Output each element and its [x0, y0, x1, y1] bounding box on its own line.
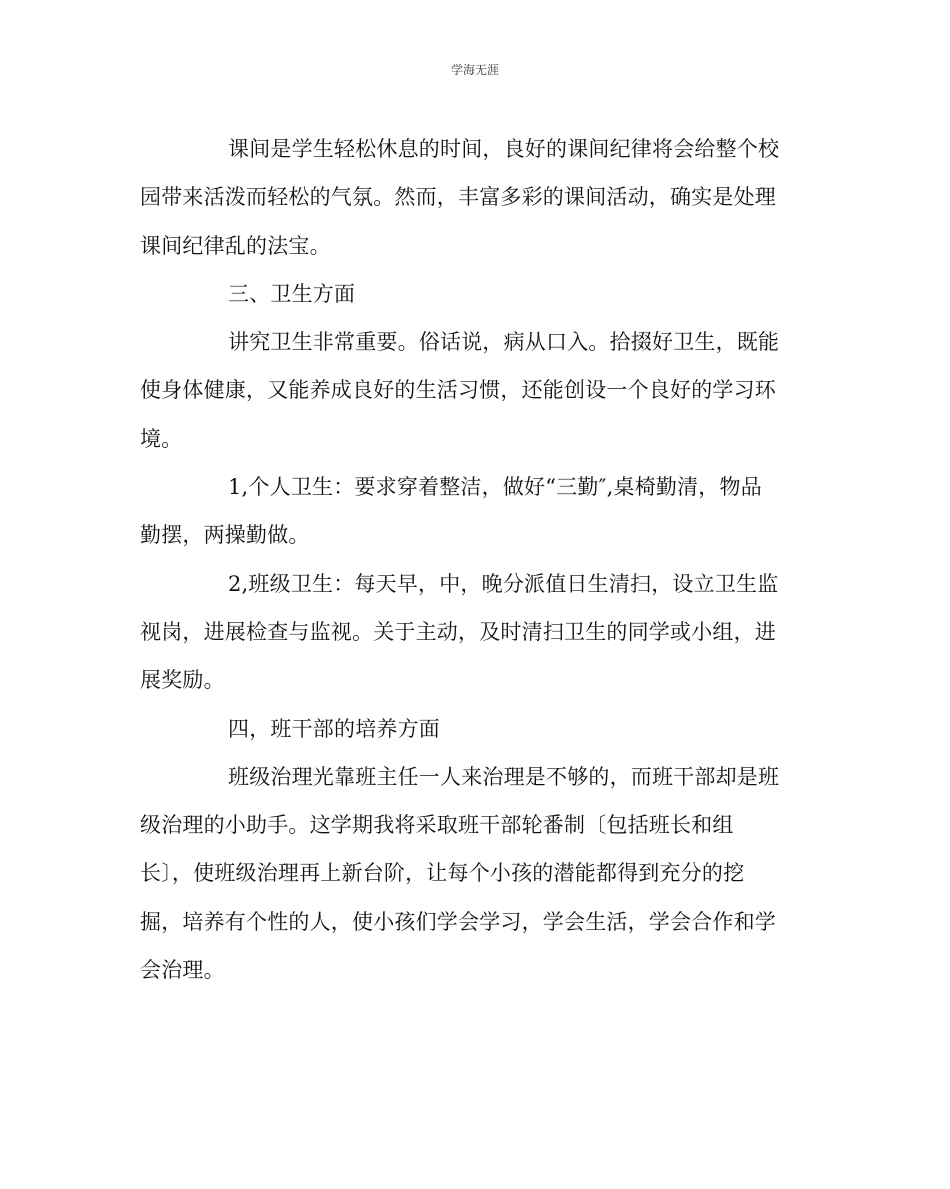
text-line: 班级治理光靠班主任一人来治理是不够的，而班干部却是班	[228, 764, 780, 789]
text-line: 勤摆，两操勤做。	[140, 523, 310, 548]
text-line: 课间是学生轻松休息的时间，良好的课间纪律将会给整个校	[228, 137, 780, 161]
text-line: 1,个人卫生：要求穿着整洁，做好“三勤″,桌椅勤清，物品	[228, 475, 762, 500]
text-line: 课间纪律乱的法宝。	[140, 233, 331, 258]
text-line: 会治理。	[140, 958, 225, 983]
document-body	[140, 125, 800, 994]
section-heading: 三、卫生方面	[228, 281, 356, 306]
text-line: 使身体健康，又能养成良好的生活习惯，还能创设一个良好的学习环	[140, 378, 776, 403]
text-line: 掘，培养有个性的人，使小孩们学会学习，学会生活，学会合作和学	[140, 909, 776, 934]
section-heading: 四，班干部的培养方面	[228, 716, 440, 741]
text-line: 展奖励。	[140, 668, 225, 693]
text-line: 级治理的小助手。这学期我将采取班干部轮番制〔包括班长和组	[140, 813, 734, 838]
text-line: 长〕，使班级治理再上新台阶，让每个小孩的潜能都得到充分的挖	[140, 861, 745, 886]
text-line: 讲究卫生非常重要。俗话说，病从口入。拾掇好卫生，既能	[228, 330, 780, 355]
text-line: 境。	[140, 426, 183, 451]
text-line: 视岗，进展检查与监视。关于主动，及时清扫卫生的同学或小组，进	[140, 619, 776, 644]
text-line: 2,班级卫生：每天早，中，晚分派值日生清扫，设立卫生监	[228, 571, 779, 596]
text-line: 园带来活泼而轻松的气氛。然而，丰富多彩的课间活动，确实是处理	[140, 185, 776, 210]
page-header: 学海无涯	[450, 63, 499, 77]
